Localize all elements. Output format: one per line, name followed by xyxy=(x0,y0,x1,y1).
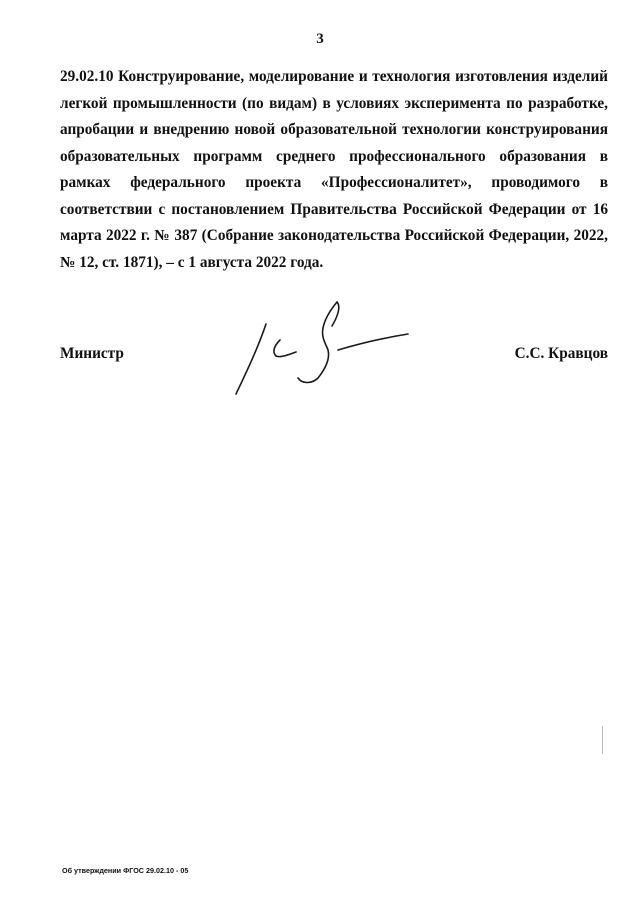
body-paragraph: 29.02.10 Конструирование, моделирование и технология изготовления изделий легкой промышленности (по видам) в условиях эксперимента по разработке, апробации и внедрению новой образовательной технологии конструирования образовательных программ среднего профессионального образования в рамках федерального проекта «Профессионалитет», проводимого в соответствии с постановлением Правительства Российской Федерации от 16 марта 2022 г. № 387 (Собрание законодательства Российской Федерации, 2022, № 12, ст. 1871), – с 1 августа 2022 года. xyxy=(60,68,608,271)
handwritten-signature xyxy=(228,298,413,400)
scan-edge-mark xyxy=(602,726,603,754)
page-number: 3 xyxy=(316,31,324,47)
footer-reference: Об утверждении ФГОС 29.02.10 - 05 xyxy=(62,866,189,875)
signer-name: С.С. Кравцов xyxy=(514,345,608,362)
signer-title: Министр xyxy=(60,345,124,362)
